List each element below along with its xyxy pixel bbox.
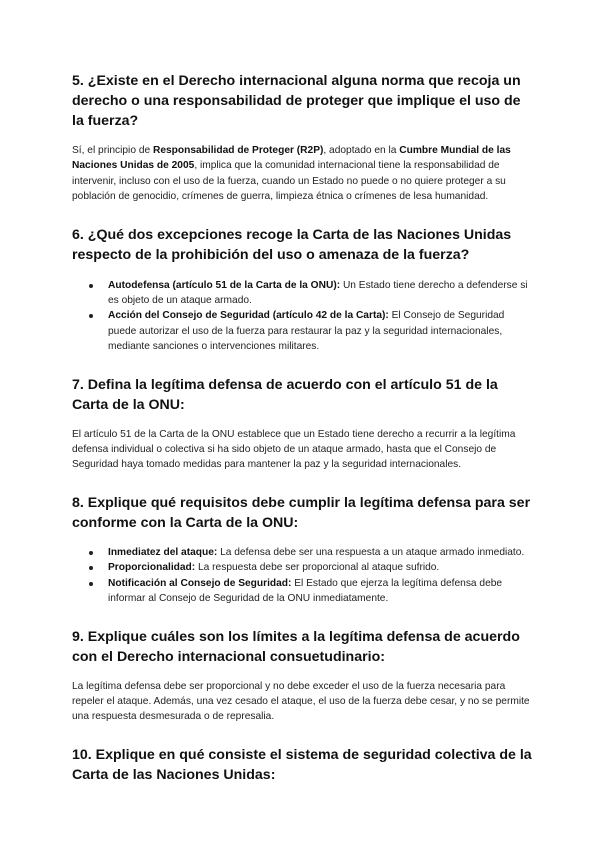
question-8 [72,493,534,607]
list-item-term: Acción del Consejo de Seguridad (artículo 42 de la Carta): [108,310,389,322]
answer-text: , adoptado en la [323,145,400,156]
list-item-text: Un Estado tiene derecho a defenderse si es objeto de un ataque armado. [108,279,528,307]
question-5 [72,71,534,205]
question-10 [72,745,534,785]
list-item-text: La respuesta debe ser proporcional al ataque sufrido. [195,562,440,574]
question-7-answer: El artículo 51 de la Carta de la ONU establece que un Estado tiene derecho a recurrir a la legítima defensa individual o colectiva si ha sido objeto de un ataque armado, hasta que el Consejo de Seguridad haya tomado medidas para mantener la paz y la seguridad internacionales. [72,428,516,471]
list-item [72,545,534,560]
answer-bold-term: Cumbre Mundial de las Naciones Unidas de 2005 [72,145,511,172]
question-9-answer: La legítima defensa debe ser proporcional y no debe exceder el uso de la fuerza necesaria para repeler el ataque. Además, una vez cesado el ataque, el uso de la fuerza debe cesar, y no se permite una respuesta desmesurada o de represalia. [72,680,530,723]
list-item-text: La defensa debe ser una respuesta a un ataque armado inmediato. [217,546,525,558]
bullet-icon [89,566,93,570]
question-6-heading: 6. ¿Qué dos excepciones recoge la Carta de las Naciones Unidas respecto de la prohibición del uso o amenaza de la fuerza? [72,226,512,263]
answer-text: Sí, el principio de [72,145,153,156]
document-body [72,71,534,797]
question-8-list [72,545,534,607]
answer-text: , implica que la comunidad internacional tiene la responsabilidad de intervenir, incluso con el uso de la fuerza, cuando un Estado no puede o no quiere proteger a su población de genocidio, crímenes de guerra, limpieza étnica o crímenes de lesa humanidad. [72,160,506,203]
list-item-term: Inmediatez del ataque: [108,546,218,558]
list-item [72,576,534,607]
list-item [72,308,534,354]
question-5-answer [72,143,534,205]
list-item-text: El Estado que ejerza la legítima defensa debe informar al Consejo de Seguridad de la ONU inmediatamente. [108,577,503,605]
bullet-icon [89,582,93,586]
bullet-icon [89,284,93,288]
question-9 [72,627,534,725]
list-item-term: Autodefensa (artículo 51 de la Carta de la ONU): [108,279,341,291]
question-6-list [72,278,534,355]
question-10-heading: 10. Explique en qué consiste el sistema de seguridad colectiva de la Carta de las Naciones Unidas: [72,746,532,783]
list-item [72,278,534,309]
list-item-text: El Consejo de Seguridad puede autorizar el uso de la fuerza para restaurar la paz y la seguridad internacionales, mediante sanciones o intervenciones militares. [108,310,505,353]
question-9-heading: 9. Explique cuáles son los límites a la legítima defensa de acuerdo con el Derecho internacional consuetudinario: [72,628,520,665]
question-6 [72,225,534,355]
question-7-heading: 7. Defina la legítima defensa de acuerdo con el artículo 51 de la Carta de la ONU: [72,376,498,413]
list-item-term: Notificación al Consejo de Seguridad: [108,577,292,589]
question-8-heading: 8. Explique qué requisitos debe cumplir la legítima defensa para ser conforme con la Carta de la ONU: [72,494,531,531]
bullet-icon [89,551,93,555]
answer-bold-term: Responsabilidad de Proteger (R2P) [152,145,324,156]
question-5-heading: 5. ¿Existe en el Derecho internacional alguna norma que recoja un derecho o una responsabilidad de proteger que implique el uso de la fuerza? [72,73,521,129]
list-item [72,560,534,575]
list-item-term: Proporcionalidad: [108,562,196,574]
question-7 [72,375,534,473]
bullet-icon [89,314,93,318]
